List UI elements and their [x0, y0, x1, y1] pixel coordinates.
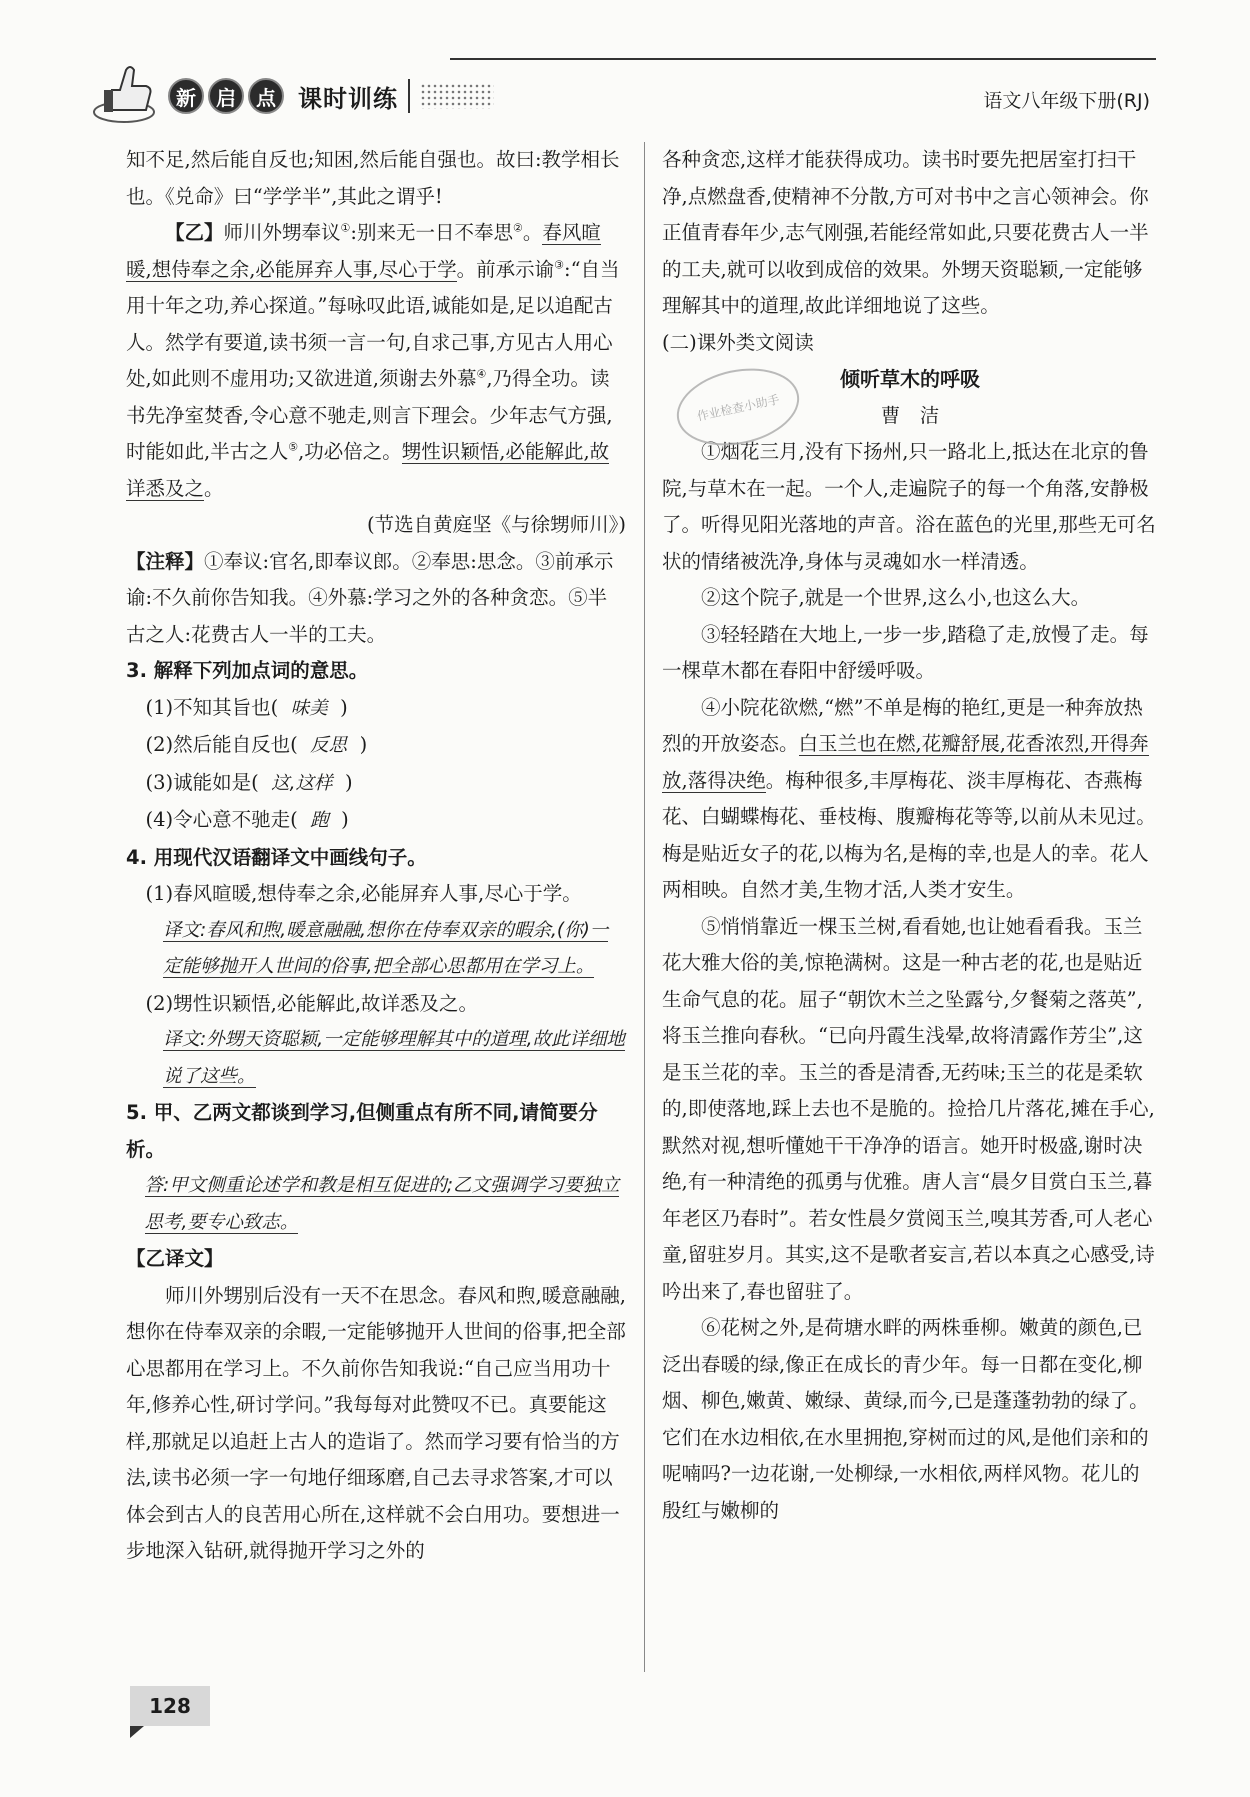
- paragraph-3: ③轻轻踏在大地上,一步一步,踏稳了走,放慢了走。每一棵草木都在春阳中舒缓呼吸。: [662, 622, 1149, 682]
- q-text: (4)令心意不驰走(: [145, 808, 298, 831]
- question-3-1: [126, 690, 626, 728]
- answer-5: [126, 1168, 626, 1241]
- yi-text: 师川外甥奉议: [223, 221, 341, 244]
- answer-4-2: [126, 1022, 626, 1095]
- translation-continued: 各种贪恋,这样才能获得成功。读书时要先把居室打扫干净,点燃盘香,使精神不分散,方可对书中之言心领神会。你正值青春年少,志气刚强,若能经常如此,只要花费古人一半的工夫,就可以收到成倍的效果。外甥天资聪颖,一定能够理解其中的道理,故此详细地说了这些。: [662, 148, 1149, 317]
- answer: 味美: [290, 697, 328, 719]
- q-text: (1)不知其旨也(: [145, 695, 279, 719]
- brand: [168, 78, 494, 114]
- article-author: 曹 洁: [880, 403, 940, 427]
- brand-divider: [408, 79, 410, 113]
- right-column: [662, 142, 1158, 1529]
- notes: [126, 544, 626, 654]
- answer-text: 译文:春风和煦,暖意融融,想你在侍奉双亲的暇余,(你)一定能够抛开人世间的俗事,把全部心思都用在学习上。: [163, 919, 609, 977]
- answer-text: 译文:外甥天资聪颖,一定能够理解其中的道理,故此详细地说了这些。: [163, 1029, 625, 1087]
- yi-text: ,功必倍之。: [298, 440, 402, 463]
- q-text: (2)然后能自反也(: [145, 733, 298, 756]
- notes-text: ①奉议:官名,即奉议郎。②奉思:思念。③前承示谕:不久前你告知我。④外慕:学习之外的各种贪恋。⑤半古之人:花费古人一半的工夫。: [126, 549, 614, 646]
- header-rule: [450, 58, 1156, 60]
- answer-text: 答:甲文侧重论述学和教是相互促进的;乙文强调学习要独立思考,要专心致志。: [144, 1175, 620, 1233]
- section-heading: (二)课外类文阅读: [662, 330, 814, 354]
- yi-text: 。: [204, 476, 224, 500]
- yi-text: 。前承示谕: [456, 257, 555, 281]
- yi-text: 。: [522, 221, 543, 244]
- q-text: ): [344, 770, 353, 794]
- question-4-1: (1)春风暄暖,想侍奉之余,必能屏弃人事,尽心于学。: [145, 882, 582, 905]
- q-text: ): [340, 695, 348, 719]
- underlined-sentence-2: 甥性识颖悟,必能解此,故详悉及之: [126, 440, 610, 500]
- answer: 这,这样: [271, 772, 333, 794]
- footnote-mark: ④: [476, 367, 487, 381]
- dot-pattern: [420, 83, 494, 109]
- answer: 跑: [310, 810, 329, 831]
- paragraph-5: ⑤悄悄靠近一棵玉兰树,看看她,也让她看看我。玉兰花大雅大俗的美,惊艳满树。这是一种古老的花,也是贴近生命气息的花。屈子“朝饮木兰之坠露兮,夕餐菊之落英”,将玉兰推向春秋。“已向丹霞生浅晕,故将清露作芳尘”,这是玉兰花的幸。玉兰的香是清香,无药味;玉兰的花是柔软的,即使落地,踩上去也不是脆的。捡拾几片落花,摊在手心,默然对视,想听懂她干干净净的语言。她开时极盛,谢时决绝,有一种清绝的孤勇与优雅。唐人言“晨夕目赏白玉兰,暮年老区乃春时”。若女性晨夕赏阅玉兰,嗅其芳香,可人老心童,留驻岁月。其实,这不是歌者妄言,若以本真之心感受,诗吟出来了,春也留驻了。: [662, 914, 1155, 1303]
- thumbs-up-icon: [90, 60, 160, 126]
- notes-label: 【注释】: [126, 549, 205, 573]
- left-column: [126, 142, 626, 1570]
- question-3-4: [126, 802, 626, 840]
- footnote-mark: ②: [512, 221, 523, 235]
- q-text: (3)诚能如是(: [145, 770, 259, 794]
- brand-char-3: 点: [248, 78, 284, 114]
- passage-jia-end: 知不足,然后能自反也;知困,然后能自强也。故曰:教学相长也。《兑命》曰“学学半”,其此之谓乎!: [126, 148, 620, 208]
- brand-subtitle: 课时训练: [298, 84, 398, 113]
- answer-4-1: [126, 913, 626, 986]
- answer: 反思: [310, 735, 348, 756]
- brand-char-1: 新: [168, 78, 204, 114]
- para-text: ④小院花欲燃,“燃”不单是梅的艳红,更是一种奔放热烈的开放姿态。: [662, 695, 1143, 755]
- q-text: ): [359, 733, 368, 756]
- footnote-mark: ①: [340, 221, 351, 235]
- paragraph-2: ②这个院子,就是一个世界,这么小,也这么大。: [701, 586, 1091, 609]
- source-citation: (节选自黄庭坚《与徐甥师川》): [367, 513, 626, 536]
- para-text: 。梅种很多,丰厚梅花、淡丰厚梅花、杏燕梅花、白蝴蝶梅花、垂枝梅、腹瓣梅花等等,以前从未见过。梅是贴近女子的花,以梅为名,是梅的幸,也是人的幸。花人两相映。自然才美,生物才活,人类才安生。: [662, 768, 1156, 901]
- paragraph-4: [662, 690, 1158, 909]
- yi-text: ,乃得全功。读书先净室焚香,令心意不驰走,则言下理会。少年志气方强,时能如此,半古之人: [126, 367, 613, 463]
- q-text: ): [341, 808, 349, 831]
- translation-text: 师川外甥别后没有一天不在思念。春风和煦,暖意融融,想你在侍奉双亲的余暇,一定能够抛开人世间的俗事,把全部心思都用在学习上。不久前你告知我说:“自己应当用功十年,修养心性,研讨学问。”我每每对此赞叹不已。真要能这样,那就足以追赶上古人的造诣了。然而学习要有恰当的方法,读书必须一字一句地仔细琢磨,自己去寻求答案,才可以体会到古人的良苦用心所在,这样就不会白用功。要想进一步地深入钻研,就得抛开学习之外的: [126, 1283, 626, 1562]
- passage-yi: [126, 215, 626, 507]
- footnote-mark: ⑤: [288, 440, 299, 454]
- footnote-mark: ③: [554, 258, 564, 271]
- translation-label: 【乙译文】: [126, 1247, 224, 1270]
- paragraph-1: ①烟花三月,没有下扬州,只一路北上,抵达在北京的鲁院,与草木在一起。一个人,走遍院子的每一个角落,安静极了。听得见阳光落地的声音。浴在蓝色的光里,那些无可名状的情绪被洗净,身体与灵魂如水一样清透。: [662, 440, 1156, 573]
- paragraph-6: ⑥花树之外,是荷塘水畔的两株垂柳。嫩黄的颜色,已泛出春暖的绿,像正在成长的青少年。每一日都在变化,柳烟、柳色,嫩黄、嫩绿、黄绿,而今,已是蓬蓬勃勃的绿了。它们在水边相依,在水里拥抱,穿树而过的风,是他们亲和的呢喃吗?一边花谢,一处柳绿,一水相依,两样风物。花儿的殷红与嫩柳的: [662, 1316, 1149, 1522]
- yi-text: :“自当用十年之功,养心探道。”每咏叹此语,诚能如是,足以追配古人。然学有要道,读书须一言一句,自求己事,方见古人用心处,如此则不虚用功;又欲进道,须谢去外慕: [126, 257, 620, 390]
- question-4: 4. 用现代汉语翻译文中画线句子。: [126, 845, 427, 869]
- question-5: 5. 甲、乙两文都谈到学习,但侧重点有所不同,请简要分析。: [126, 1101, 598, 1161]
- underlined-sentence-1: 春风暄暖,想侍奉之余,必能屏弃人事,尽心于学: [126, 221, 601, 281]
- page-number: 128: [130, 1686, 210, 1726]
- question-4-2: (2)甥性识颖悟,必能解此,故详悉及之。: [145, 991, 479, 1015]
- column-divider: [644, 142, 645, 1672]
- question-3-3: [126, 765, 626, 803]
- brand-char-2: 启: [208, 78, 244, 114]
- underlined-sentence: 白玉兰也在燃,花瓣舒展,花香浓烈,开得奔放,落得决绝: [662, 732, 1149, 792]
- yi-text: :别来无一日不奉思: [350, 221, 513, 244]
- grade-label: 语文八年级下册(RJ): [983, 90, 1150, 112]
- yi-label: 【乙】: [165, 221, 224, 244]
- article-title: 倾听草木的呼吸: [840, 367, 980, 391]
- stamp: 作业检查小助手: [670, 358, 807, 456]
- page-number-tab: [130, 1726, 144, 1738]
- question-3-2: [126, 727, 626, 765]
- question-3: 3. 解释下列加点词的意思。: [126, 659, 369, 682]
- page-header: [90, 60, 1160, 130]
